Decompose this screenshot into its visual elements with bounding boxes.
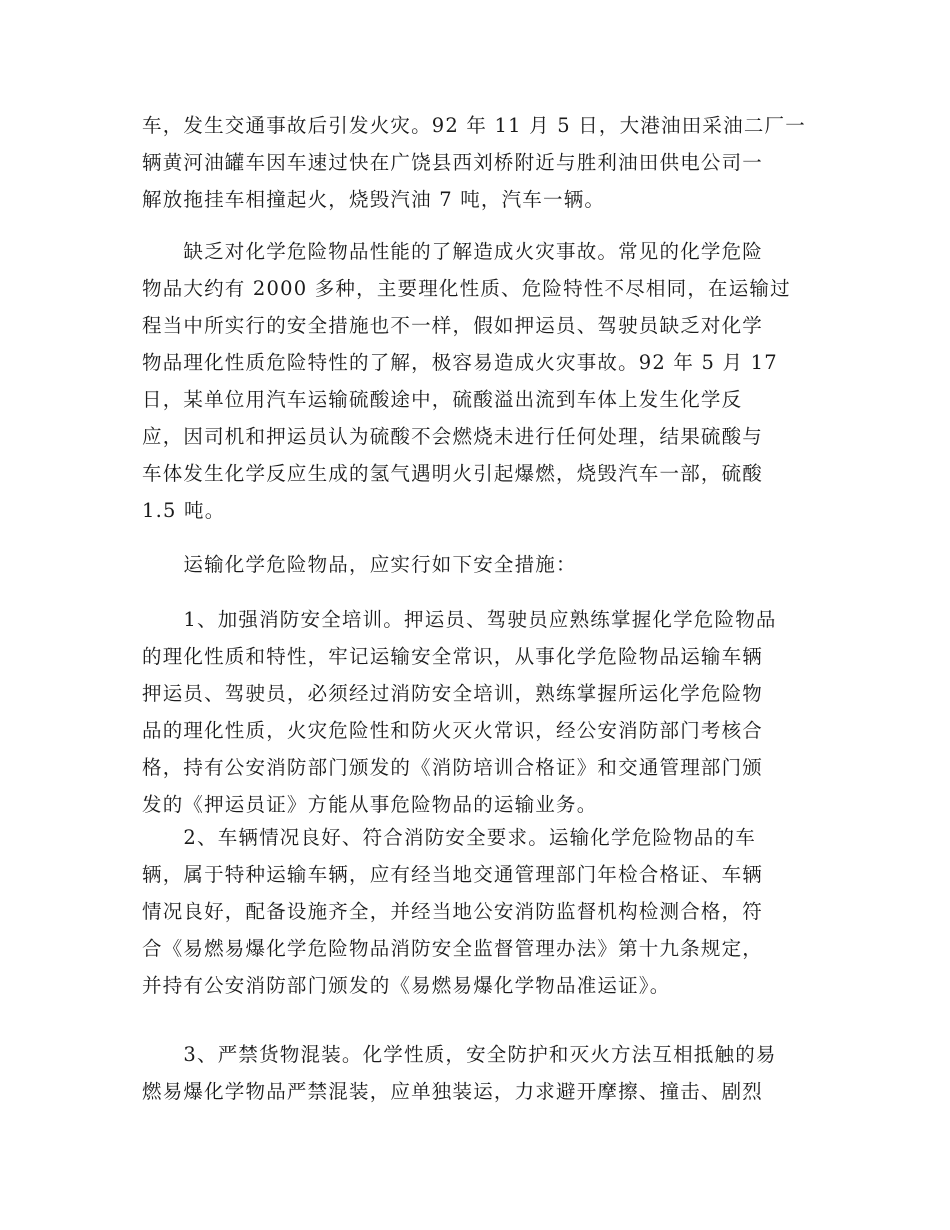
text-line: 1、加强消防安全培训。押运员、驾驶员应熟练掌握化学危险物品 bbox=[142, 608, 777, 631]
text-line: 1.5 吨。 bbox=[142, 499, 226, 522]
paragraph-measure-3 bbox=[142, 1036, 812, 1110]
text-line: 2、车辆情况良好、符合消防安全要求。运输化学危险物品的车 bbox=[142, 826, 756, 849]
text-line: 并持有公安消防部门颁发的《易燃易爆化学物品准运证》。 bbox=[142, 974, 671, 997]
text-line: 日，某单位用汽车运输硫酸途中，硫酸溢出流到车体上发生化学反 bbox=[142, 388, 743, 411]
text-line: 车，发生交通事故后引发火灾。92 年 11 月 5 日，大港油田采油二厂一 bbox=[142, 114, 806, 137]
text-line: 格，持有公安消防部门颁发的《消防培训合格证》和交通管理部门颁 bbox=[142, 756, 764, 779]
paragraph-fire-accident-continuation bbox=[142, 107, 812, 218]
text-line: 缺乏对化学危险物品性能的了解造成火灾事故。常见的化学危险 bbox=[142, 240, 764, 263]
paragraph-measure-2 bbox=[142, 819, 812, 1004]
text-line: 解放拖挂车相撞起火，烧毁汽油 7 吨，汽车一辆。 bbox=[142, 188, 606, 211]
text-line: 程当中所实行的安全措施也不一样，假如押运员、驾驶员缺乏对化学 bbox=[142, 314, 764, 337]
text-line: 辆黄河油罐车因车速过快在广饶县西刘桥附近与胜利油田供电公司一 bbox=[142, 151, 764, 174]
text-line: 品的理化性质，火灾危险性和防火灭火常识，经公安消防部门考核合 bbox=[142, 719, 764, 742]
text-line: 3、严禁货物混装。化学性质，安全防护和灭火方法互相抵触的易 bbox=[142, 1043, 777, 1066]
text-line: 物品大约有 2000 多种，主要理化性质、危险特性不尽相同，在运输过 bbox=[142, 277, 791, 300]
text-line: 的理化性质和特性，牢记运输安全常识，从事化学危险物品运输车辆 bbox=[142, 645, 764, 668]
text-line: 合《易燃易爆化学危险物品消防安全监督管理办法》第十九条规定， bbox=[142, 937, 764, 960]
text-line: 物品理化性质危险特性的了解，极容易造成火灾事故。92 年 5 月 17 bbox=[142, 351, 778, 374]
text-line: 辆，属于特种运输车辆，应有经当地交通管理部门年检合格证、车辆 bbox=[142, 863, 764, 886]
text-line: 情况良好，配备设施齐全，并经当地公安消防监督机构检测合格，符 bbox=[142, 900, 764, 923]
text-line: 发的《押运员证》方能从事危险物品的运输业务。 bbox=[142, 793, 598, 816]
text-line: 运输化学危险物品，应实行如下安全措施： bbox=[142, 553, 577, 576]
text-line: 车体发生化学反应生成的氢气遇明火引起爆燃，烧毁汽车一部，硫酸 bbox=[142, 462, 764, 485]
text-line: 应，因司机和押运员认为硫酸不会燃烧未进行任何处理，结果硫酸与 bbox=[142, 425, 764, 448]
paragraph-chemical-knowledge bbox=[142, 233, 812, 566]
text-line: 燃易爆化学物品严禁混装，应单独装运，力求避开摩擦、撞击、剧烈 bbox=[142, 1080, 764, 1103]
paragraph-safety-measures-intro bbox=[142, 546, 812, 583]
paragraph-measure-1 bbox=[142, 601, 812, 823]
text-line: 押运员、驾驶员，必须经过消防安全培训，熟练掌握所运化学危险物 bbox=[142, 682, 764, 705]
